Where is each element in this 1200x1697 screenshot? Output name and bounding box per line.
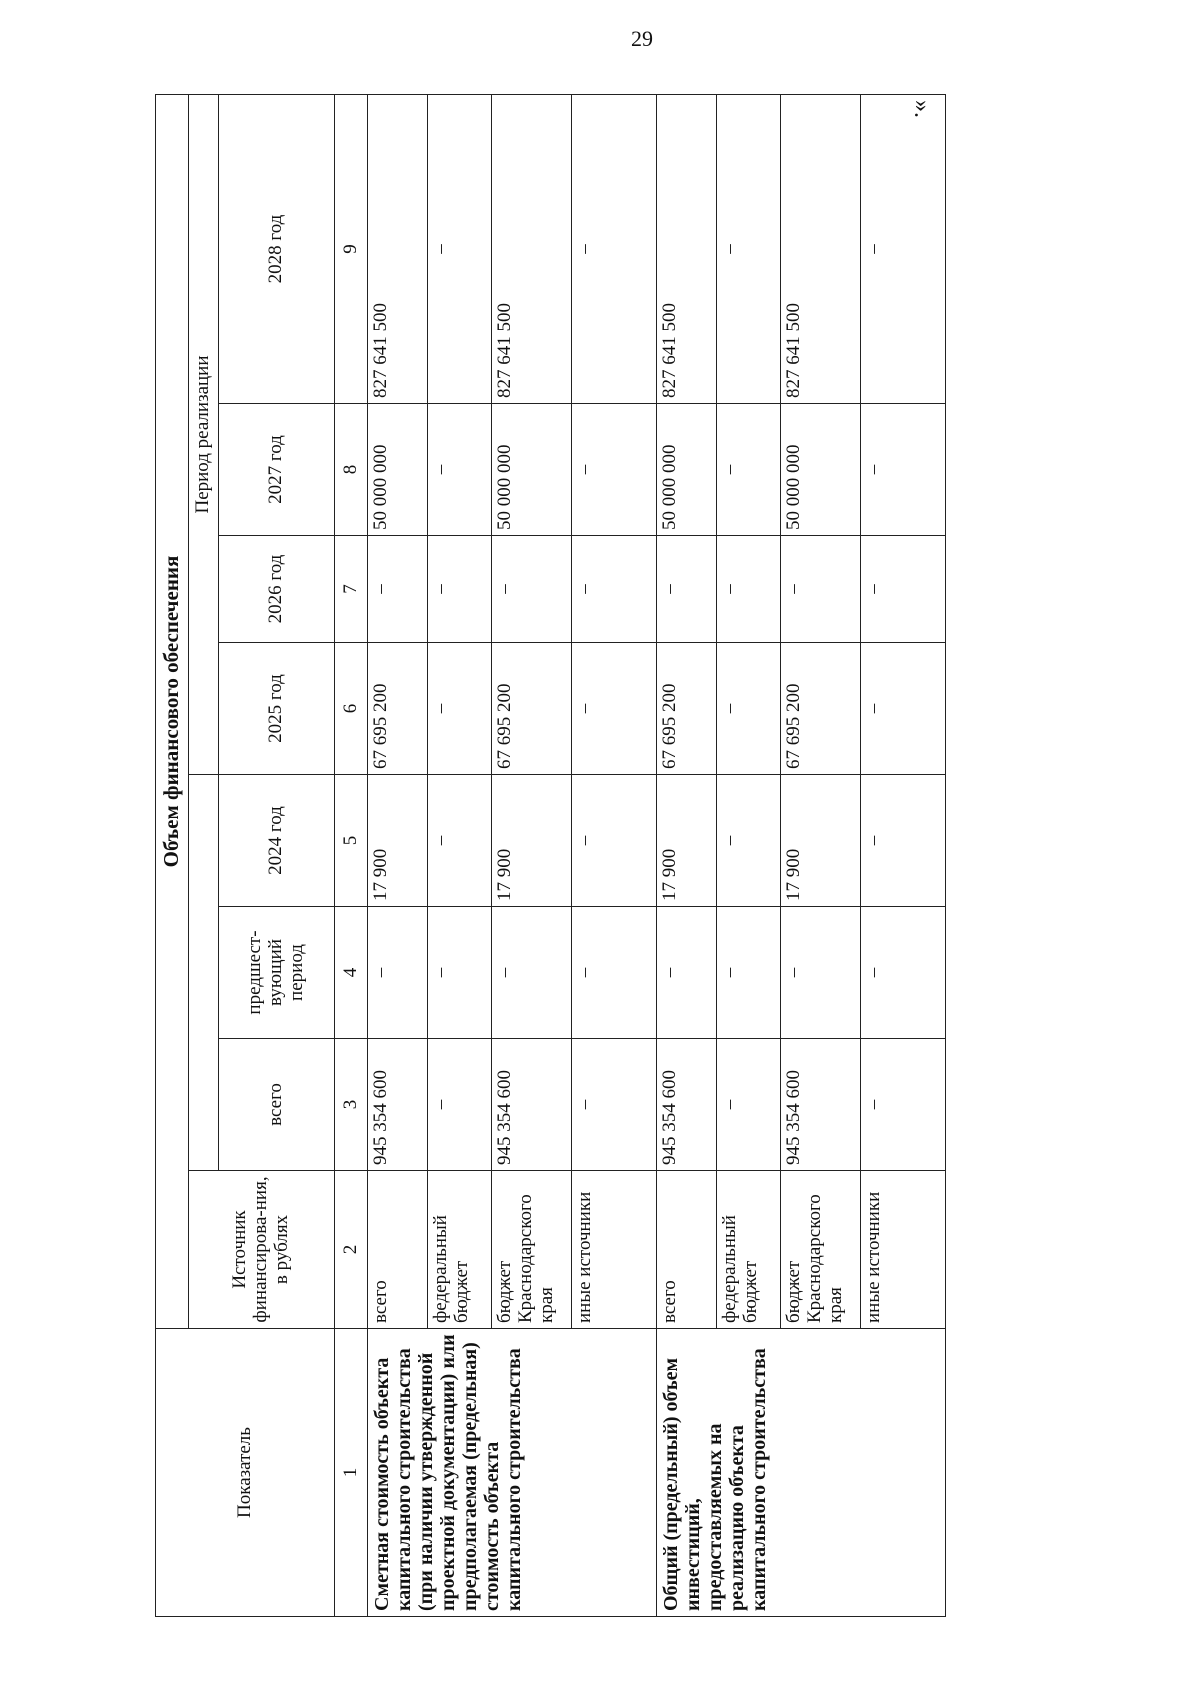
value-cell: 17 900: [657, 775, 717, 907]
value-cell: –: [861, 1039, 946, 1171]
page-number: 29: [631, 26, 653, 51]
value-cell: –: [717, 1039, 781, 1171]
value-cell: –: [861, 536, 946, 643]
column-number: 1: [335, 1329, 368, 1617]
value-cell: –: [572, 404, 657, 536]
header-period-group: Период реализации: [189, 94, 219, 774]
financing-table: [155, 94, 946, 1617]
value-cell: –: [428, 775, 492, 907]
value-cell: –: [781, 907, 861, 1039]
indicator-cell: Сметная стоимость объекта капитального строительства (при наличии утвержденной проектной документации) или предполагаемая (предельная) стоимость объекта капитального строительства: [368, 1329, 657, 1617]
value-cell: 17 900: [781, 775, 861, 907]
value-cell: –: [368, 907, 428, 1039]
header-2025: 2025 год: [219, 643, 335, 775]
header-2024: 2024 год: [219, 775, 335, 907]
header-source: Источник финансирова-ния, в рублях: [189, 1171, 335, 1329]
value-cell: –: [717, 775, 781, 907]
value-cell: 50 000 000: [657, 404, 717, 536]
value-cell: –: [572, 643, 657, 775]
header-indicator: Показатель: [156, 1329, 335, 1617]
column-number: 3: [335, 1039, 368, 1171]
value-cell: –: [781, 536, 861, 643]
table-row: [657, 94, 717, 1616]
value-cell: 945 354 600: [657, 1039, 717, 1171]
header-2026: 2026 год: [219, 536, 335, 643]
column-number-row: [335, 94, 368, 1616]
value-cell: –: [428, 907, 492, 1039]
rotated-table-container: [155, 95, 943, 1617]
value-cell: –: [717, 643, 781, 775]
column-number: 4: [335, 907, 368, 1039]
value-cell: –: [492, 907, 572, 1039]
closing-quote-mark: ».: [909, 100, 935, 118]
indicator-cell: Общий (предельный) объем инвестиций, предоставляемых на реализацию объекта капитального строительства: [657, 1329, 946, 1617]
value-cell: –: [428, 536, 492, 643]
value-cell: –: [368, 536, 428, 643]
header-volume-group: Объем финансового обеспечения: [156, 94, 189, 1328]
value-cell: –: [572, 1039, 657, 1171]
column-number: 2: [335, 1171, 368, 1329]
source-cell: бюджет Краснодарского края: [492, 1171, 572, 1329]
value-cell: 827 641 500: [492, 94, 572, 403]
value-cell: 67 695 200: [492, 643, 572, 775]
source-cell: иные источники: [861, 1171, 946, 1329]
value-cell: –: [861, 94, 946, 403]
value-cell: –: [717, 907, 781, 1039]
header-total: всего: [219, 1039, 335, 1171]
value-cell: –: [428, 404, 492, 536]
value-cell: –: [861, 907, 946, 1039]
source-cell: бюджет Краснодарского края: [781, 1171, 861, 1329]
value-cell: –: [428, 94, 492, 403]
column-number: 8: [335, 404, 368, 536]
value-cell: 827 641 500: [781, 94, 861, 403]
value-cell: 50 000 000: [781, 404, 861, 536]
source-cell: иные источники: [572, 1171, 657, 1329]
value-cell: 945 354 600: [368, 1039, 428, 1171]
value-cell: 50 000 000: [492, 404, 572, 536]
value-cell: 827 641 500: [368, 94, 428, 403]
header-previous-period: предшест-вующий период: [219, 907, 335, 1039]
value-cell: 67 695 200: [368, 643, 428, 775]
header-blank: [189, 775, 219, 1171]
value-cell: –: [572, 94, 657, 403]
table-row: [368, 94, 428, 1616]
value-cell: 17 900: [492, 775, 572, 907]
value-cell: –: [861, 643, 946, 775]
source-cell: всего: [657, 1171, 717, 1329]
value-cell: –: [861, 404, 946, 536]
value-cell: 67 695 200: [657, 643, 717, 775]
value-cell: –: [861, 775, 946, 907]
header-2028: 2028 год: [219, 94, 335, 403]
value-cell: –: [717, 94, 781, 403]
value-cell: –: [572, 907, 657, 1039]
value-cell: 945 354 600: [781, 1039, 861, 1171]
value-cell: –: [428, 643, 492, 775]
source-cell: федеральный бюджет: [717, 1171, 781, 1329]
value-cell: 945 354 600: [492, 1039, 572, 1171]
column-number: 9: [335, 94, 368, 403]
value-cell: –: [572, 536, 657, 643]
header-2027: 2027 год: [219, 404, 335, 536]
value-cell: 50 000 000: [368, 404, 428, 536]
column-number: 7: [335, 536, 368, 643]
column-number: 5: [335, 775, 368, 907]
value-cell: –: [492, 536, 572, 643]
value-cell: –: [572, 775, 657, 907]
source-cell: федеральный бюджет: [428, 1171, 492, 1329]
value-cell: –: [717, 404, 781, 536]
value-cell: –: [428, 1039, 492, 1171]
header-row-1: [156, 94, 189, 1616]
value-cell: 17 900: [368, 775, 428, 907]
value-cell: –: [657, 536, 717, 643]
source-cell: всего: [368, 1171, 428, 1329]
value-cell: 67 695 200: [781, 643, 861, 775]
value-cell: –: [717, 536, 781, 643]
value-cell: –: [657, 907, 717, 1039]
value-cell: 827 641 500: [657, 94, 717, 403]
column-number: 6: [335, 643, 368, 775]
